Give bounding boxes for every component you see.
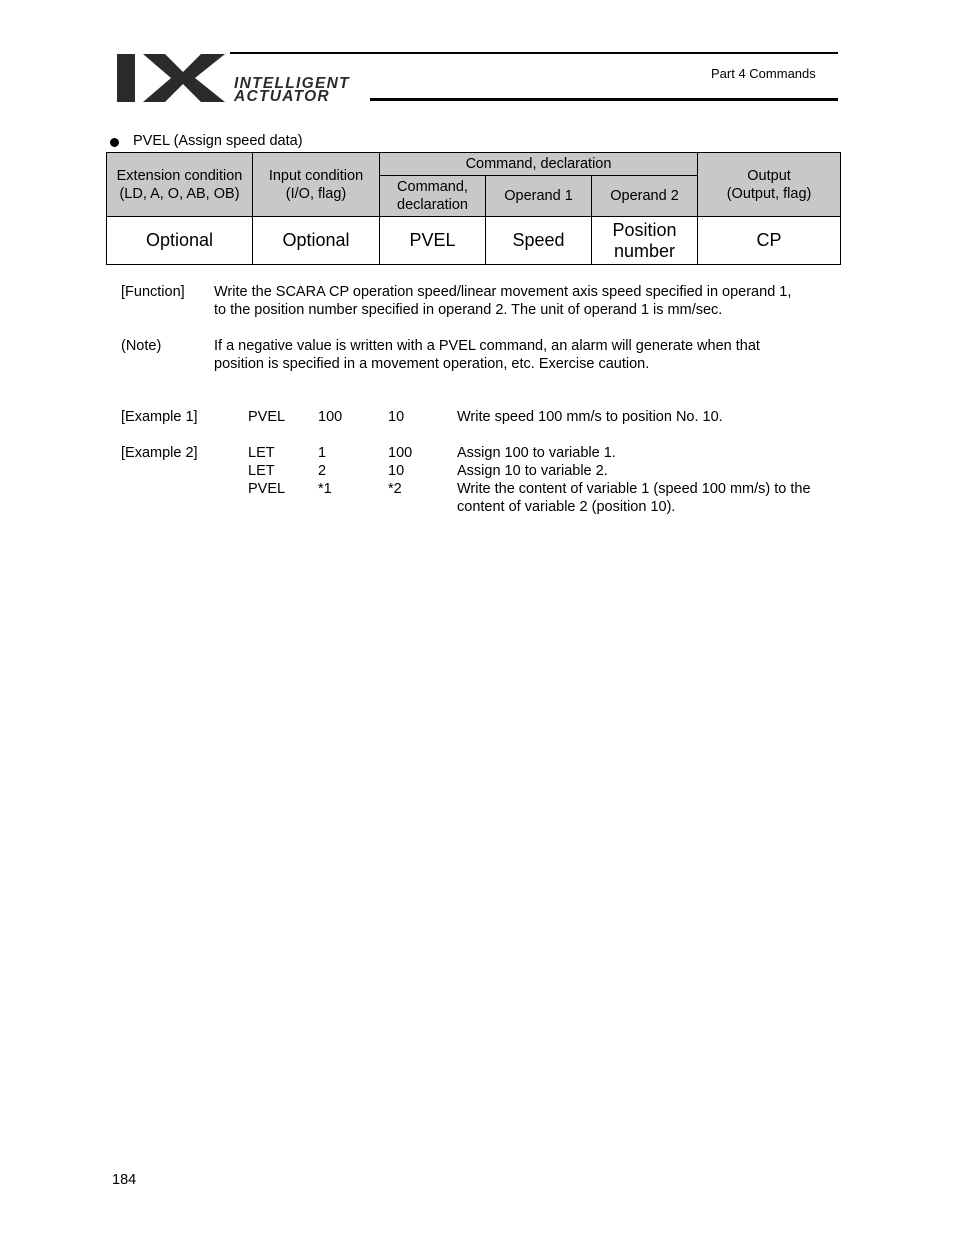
page-number: 184 bbox=[112, 1172, 137, 1188]
example-2-label: [Example 2] bbox=[121, 445, 198, 461]
example-2-row-3-operand-1: *1 bbox=[318, 481, 332, 497]
header-command: Command, declaration bbox=[380, 176, 486, 217]
bullet-icon bbox=[110, 138, 119, 147]
example-1-description: Write speed 100 mm/s to position No. 10. bbox=[457, 409, 723, 425]
cell-command: PVEL bbox=[380, 217, 486, 265]
cell-output: CP bbox=[698, 217, 841, 265]
example-2-row-2-description: Assign 10 to variable 2. bbox=[457, 463, 608, 479]
example-2-row-3-description: Write the content of variable 1 (speed 100 mm/s) to the content of variable 2 (position 10). bbox=[457, 481, 811, 515]
header-output: Output (Output, flag) bbox=[698, 153, 841, 217]
example-2-row-1-operand-2: 100 bbox=[388, 445, 413, 461]
example-1-label: [Example 1] bbox=[121, 409, 198, 425]
cell-operand-2: Position number bbox=[592, 217, 698, 265]
command-table bbox=[106, 152, 841, 265]
example-2-row-3-operand-2: *2 bbox=[388, 481, 402, 497]
function-label: [Function] bbox=[121, 284, 185, 300]
example-2-row-1-command: LET bbox=[248, 445, 275, 461]
header-operand-2: Operand 2 bbox=[592, 176, 698, 217]
example-1-operand-1: 100 bbox=[318, 409, 343, 425]
cell-extension-condition: Optional bbox=[107, 217, 253, 265]
cell-input-condition: Optional bbox=[253, 217, 380, 265]
example-1-operand-2: 10 bbox=[388, 409, 405, 425]
header-rule-top bbox=[230, 52, 838, 54]
example-2-row-2-command: LET bbox=[248, 463, 275, 479]
example-2-row-1-operand-1: 1 bbox=[318, 445, 327, 461]
part-label: Part 4 Commands bbox=[711, 66, 816, 81]
header-extension-condition: Extension condition (LD, A, O, AB, OB) bbox=[107, 153, 253, 217]
logo-wordmark bbox=[234, 77, 350, 103]
section-title: PVEL (Assign speed data) bbox=[133, 133, 303, 149]
example-2-row-2-operand-2: 10 bbox=[388, 463, 405, 479]
header-input-condition: Input condition (I/O, flag) bbox=[253, 153, 380, 217]
example-2-row-2-operand-1: 2 bbox=[318, 463, 327, 479]
example-2-row-1-description: Assign 100 to variable 1. bbox=[457, 445, 616, 461]
header-rule-bottom bbox=[370, 98, 838, 101]
logo-line-2: ACTUATOR bbox=[234, 88, 330, 105]
header-command-group: Command, declaration bbox=[380, 153, 698, 176]
note-label: (Note) bbox=[121, 338, 162, 354]
note-text: If a negative value is written with a PVEL command, an alarm will generate when that position is specified in a movement operation, etc. Exercise caution. bbox=[214, 338, 760, 372]
header-operand-1: Operand 1 bbox=[486, 176, 592, 217]
example-2-row-3-command: PVEL bbox=[248, 481, 286, 497]
example-1-command: PVEL bbox=[248, 409, 286, 425]
function-text: Write the SCARA CP operation speed/linear movement axis speed specified in operand 1, to the position number specified in operand 2. The unit of operand 1 is mm/sec. bbox=[214, 284, 792, 318]
cell-operand-1: Speed bbox=[486, 217, 592, 265]
logo-line-1: INTELLIGENT bbox=[234, 75, 350, 92]
ix-logo-mark bbox=[113, 50, 231, 106]
